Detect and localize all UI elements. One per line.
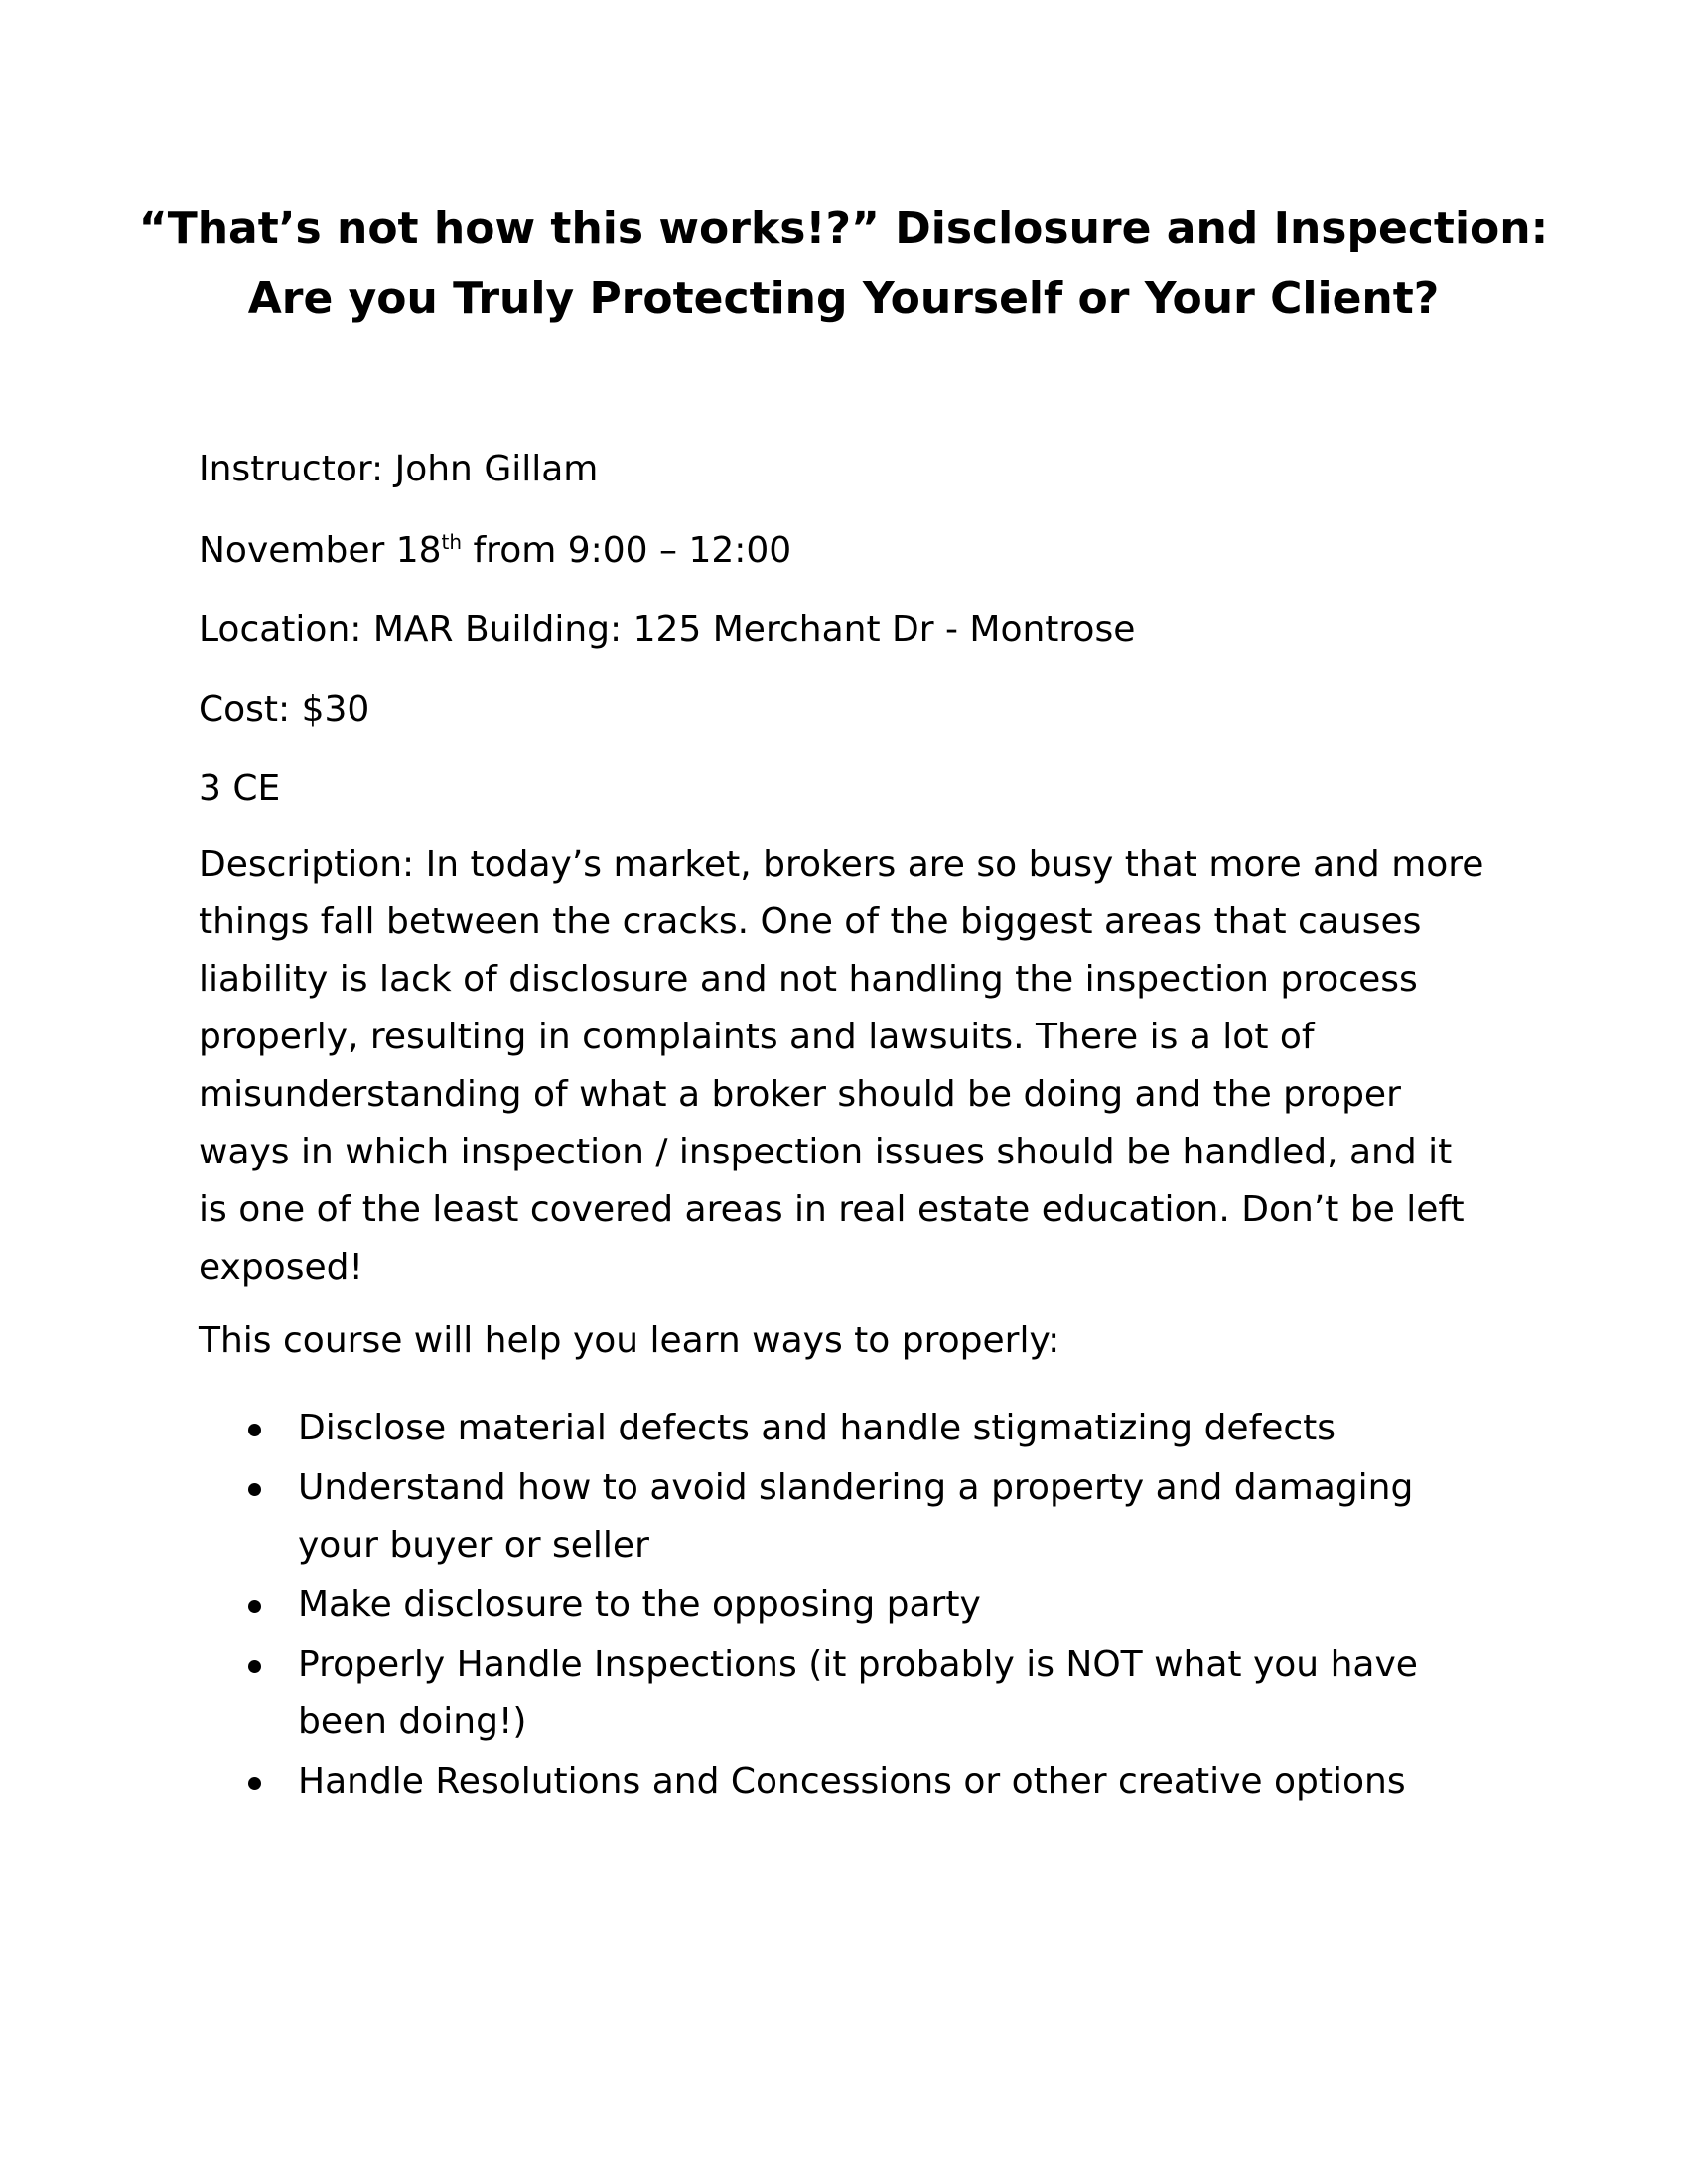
bullet-icon bbox=[248, 1483, 261, 1496]
bullet-icon bbox=[248, 1424, 261, 1436]
course-intro: This course will help you learn ways to properly: bbox=[199, 1320, 1060, 1361]
list-item bbox=[199, 1400, 1489, 1457]
date-line bbox=[199, 530, 791, 571]
topics-list bbox=[199, 1400, 1489, 1813]
list-item bbox=[199, 1753, 1489, 1811]
list-item bbox=[199, 1459, 1489, 1574]
title-line-2: Are you Truly Protecting Yourself or Your Client? bbox=[247, 273, 1440, 324]
date-time: from 9:00 – 12:00 bbox=[462, 530, 792, 571]
instructor-line: Instructor: John Gillam bbox=[199, 449, 599, 489]
bullet-icon bbox=[248, 1660, 261, 1673]
location-line: Location: MAR Building: 125 Merchant Dr - Montrose bbox=[199, 610, 1136, 650]
description-paragraph: Description: In today’s market, brokers are so busy that more and more things fall between the cracks. One of the biggest areas that causes liability is lack of disclosure and not handling the inspection process properly, resulting in complaints and lawsuits. There is a lot of misunderstanding of what a broker should be doing and the proper ways in which inspection / inspection issues should be handled, and it is one of the least covered areas in real estate education. Don’t be left exposed! bbox=[199, 844, 1484, 1288]
list-item-text: Handle Resolutions and Concessions or other creative options bbox=[298, 1761, 1406, 1802]
list-item bbox=[199, 1576, 1489, 1634]
document-title bbox=[119, 195, 1568, 334]
cost-line: Cost: $30 bbox=[199, 689, 370, 730]
bullet-icon bbox=[248, 1600, 261, 1613]
date-prefix: November 18 bbox=[199, 530, 442, 571]
list-item-text: Properly Handle Inspections (it probably is NOT what you have been doing!) bbox=[298, 1644, 1418, 1742]
list-item bbox=[199, 1636, 1489, 1751]
credits-line: 3 CE bbox=[199, 768, 281, 809]
date-ordinal-suffix: th bbox=[441, 530, 463, 554]
list-item-text: Disclose material defects and handle stigmatizing defects bbox=[298, 1408, 1336, 1448]
bullet-icon bbox=[248, 1777, 261, 1790]
list-item-text: Make disclosure to the opposing party bbox=[298, 1584, 981, 1625]
title-line-1: “That’s not how this works!?” Disclosure and Inspection: bbox=[138, 204, 1549, 254]
list-item-text: Understand how to avoid slandering a property and damaging your buyer or seller bbox=[298, 1467, 1414, 1566]
